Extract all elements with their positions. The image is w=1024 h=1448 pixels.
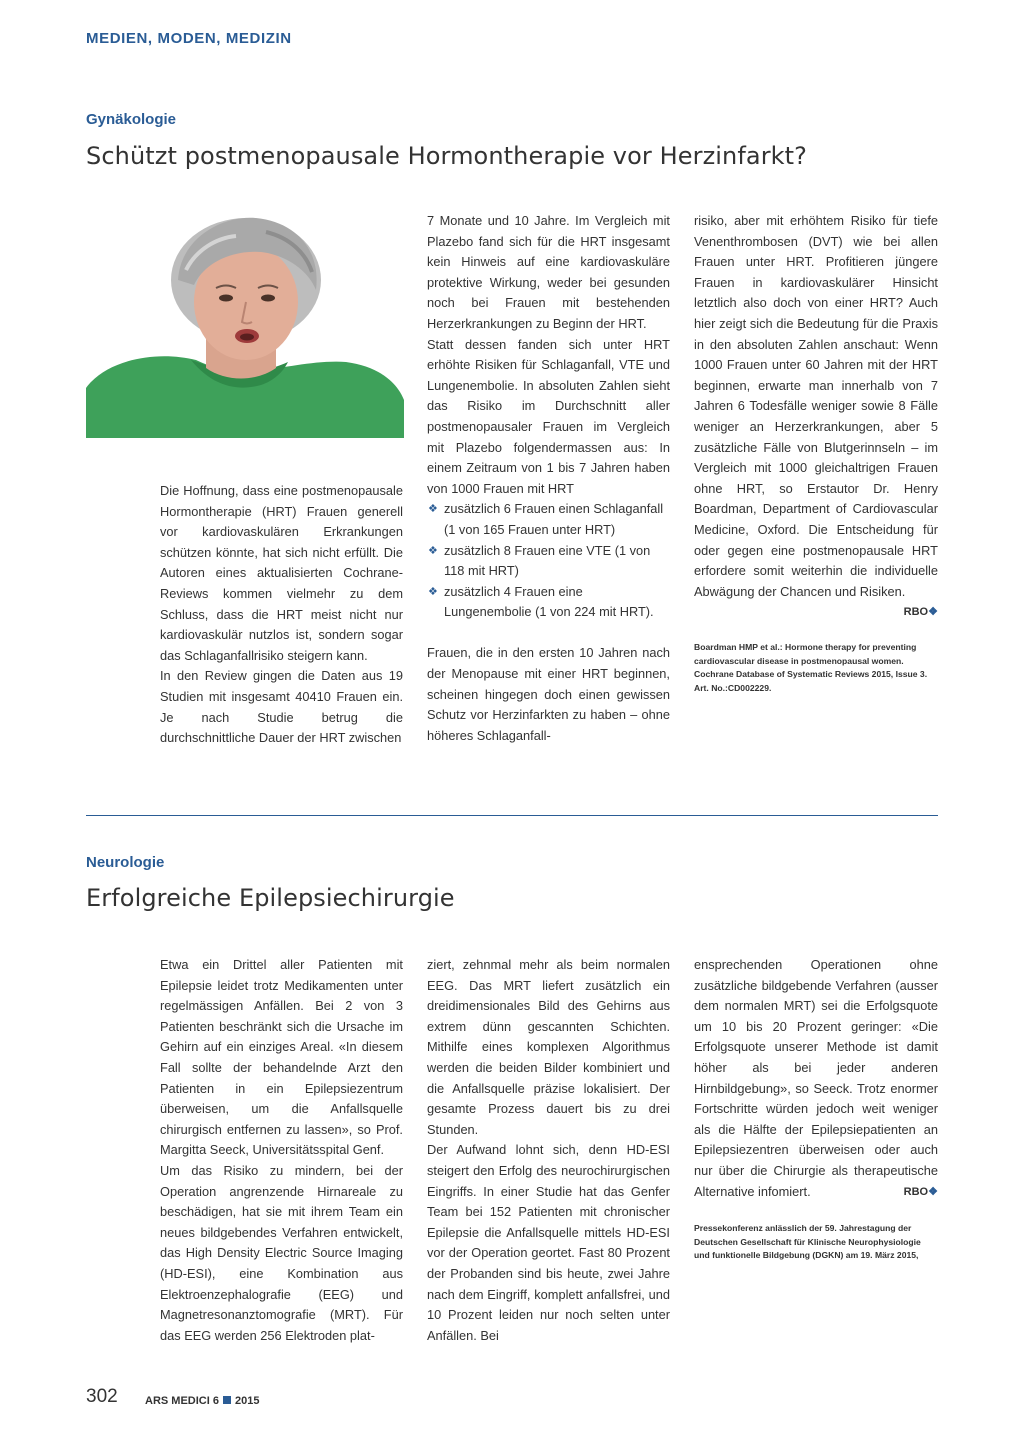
article1-column-3: risiko, aber mit erhöhtem Risiko für tiefe Venenthrombosen (DVT) wie bei allen Frauen unter HRT. Profitieren jüngere Frauen in kardiovaskulärer Hinsicht letztlich also doch von einer HRT? Auch hier zeigt sich die Bedeutung für die Praxis in den absoluten Zahlen anschaut: Wenn 1000 Frauen unter 60 Jahren mit der HRT beginnen, erwarte man innerhalb von 7 Jahren 6 Todesfälle weniger sowie 8 Fälle weniger an Herzerkrankungen, aber 5 zusätzliche Fälle von Blutgerinnseln – im Vergleich mit 1000 gleichaltrigen Frauen ohne HRT, so Erstautor Dr. Henry Boardman, Department of Cardiovascular Medicine, Oxford. Die Entscheidung für oder gegen eine postmenopausale HRT erfordere somit weiterhin die individuelle Abwägung der Chancen und Risiken. RBO❖ [694,211,938,623]
article2-kicker: Neurologie [86,854,165,871]
article2-column-3: ensprechenden Operationen ohne zusätzliche bildgebende Verfahren (ausser dem normalen MRT) sei die Erfolgsquote um 10 bis 20 Prozent geringer: «Die Erfolgsquote unserer Methode ist damit höher als bei jeder anderen Hirnbildgebung», so Seeck. Trotz enormer Fortschritte würden jedoch weit weniger als die Hälfte der Epilepsiepatienten an Epilepsiezentren überweisen oder auch nur über die Chirurgie als therapeutische Alternative infomiert. RBO❖ [694,955,938,1202]
diamond-bullet-icon: ❖ [428,585,438,598]
article2-column-2: ziert, zehnmal mehr als beim normalen EEG. Das MRT liefert zusätzlich ein dreidimensionales Bild des Gehirns aus extrem dünn gescannten Schichten. Mithilfe eines komplexen Algorithmus werden die beiden Bilder kombiniert und die Anfallsquelle präzise lokalisiert. Der gesamte Prozess dauert bis zu drei Stunden. Der Aufwand lohnt sich, denn HD-ESI steigert den Erfolg des neurochirurgischen Eingriffs. In einer Studie hat das Genfer Team bei 152 Patienten mit chronischer Epilepsie die Anfallsquelle mittels HD-ESI vor der Operation geortet. Fast 80 Prozent der Probanden sind bis heute, zwei Jahre nach dem Eingriff, komplett anfallsfrei, und 10 Prozent leiden nur noch selten unter Anfällen. Bei [427,957,670,1343]
article1-column-1: Die Hoffnung, dass eine postmenopausale Hormontherapie (HRT) Frauen generell vor kardiovaskulären Erkrankungen schützen könnte, hat sich nicht erfüllt. Die Autoren eines aktualisierten Cochrane-Reviews kommen vielmehr zu dem Schluss, dass die HRT meist nicht nur kardiovaskulär nutzlos ist, sondern sogar das Schlaganfallrisiko steigern kann. In den Review gingen die Daten aus 19 Studien mit insgesamt 40410 Frauen ein. Je nach Studie betrug die durchschnittliche Dauer der HRT zwischen [160,483,403,746]
section-divider [86,815,938,816]
article2-reference: Pressekonferenz anlässlich der 59. Jahrestagung der Deutschen Gesellschaft für Klinische Neurophysiologie und funktionelle Bildgebung (DGKN) am 19. März 2015, [694,1223,921,1261]
list-item: ❖ zusätzlich 4 Frauen eine Lungenembolie (1 von 224 mit HRT). [428,583,654,620]
signature: RBO❖ [903,606,938,619]
page-number: 302 [86,1386,118,1407]
section-header: MEDIEN, MODEN, MEDIZIN [86,30,292,47]
article1-title: Schützt postmenopausale Hormontherapie vor Herzinfarkt? [86,142,808,170]
list-item: ❖ zusätzlich 6 Frauen einen Schlaganfall (1 von 165 Frauen unter HRT) [428,501,664,537]
list-item: ❖ zusätzlich 8 Frauen eine VTE (1 von 118 mit HRT) [428,542,651,579]
article2-column-1: Etwa ein Drittel aller Patienten mit Epilepsie leidet trotz Medikamenten unter regelmässigen Anfällen. Bei 2 von 3 Patienten beschränkt sich die Ursache im Gehirn auf ein einziges Areal. «In diesem Fall sollte der behandelnde Arzt den Patienten in ein Epilepsiezentrum überweisen, um die Anfallsquelle chirurgisch entfernen zu lassen», so Prof. Margitta Seeck, Universitätsspital Genf. Um das Risiko zu mindern, bei der Operation angrenzende Hirnareale zu beschädigen, hat sie mit ihrem Team ein neues bildgebendes Verfahren entwickelt, das High Density Electric Source Imaging (HD-ESI), eine Kombination aus Elektroenzephalografie (EEG) und Magnetresonanztomografie (MRT). Für das EEG werden 256 Elektroden plat- [160,957,403,1343]
article1-kicker: Gynäkologie [86,111,177,128]
diamond-bullet-icon: ❖ [428,503,438,516]
square-icon [223,1396,231,1404]
article1-reference: Boardman HMP et al.: Hormone therapy for preventing cardiovascular disease in postmenopausal women. Cochrane Database of Systematic Reviews 2015, Issue 3. Art. No.:CD002229. [694,642,928,693]
diamond-mark-icon: ❖ [928,1185,938,1198]
diamond-bullet-icon: ❖ [428,544,438,557]
woman-portrait-photo [86,210,404,438]
magazine-info: ARS MEDICI 6 2015 [145,1395,260,1407]
article2-title: Erfolgreiche Epilepsiechirurgie [86,884,455,912]
diamond-mark-icon: ❖ [928,606,938,619]
signature: RBO❖ [903,1185,938,1198]
article1-column-2: 7 Monate und 10 Jahre. Im Vergleich mit Plazebo fand sich für die HRT insgesamt kein Hinweis auf eine kardiovaskuläre protektive Wirkung, weder bei gesunden noch bei Frauen mit bestehenden Herzerkrankungen zu Beginn der HRT. Statt dessen fanden sich unter HRT erhöhte Risiken für Schlaganfall, VTE und Lungenembolie. In absoluten Zahlen sieht das Risiko im Durchschnitt aller postmenopausaler Frauen im Vergleich mit Plazebo folgendermassen aus: In einem Zeitraum von 1 bis 7 Jahren haben von 1000 Frauen mit HRT ❖ zusätzlich 6 Frauen einen Schlaganfall (1 von 165 Frauen unter HRT) ❖ zusätzlich 8 Frauen eine VTE (1 von 118 mit HRT) ❖ zusätzlich 4 Frauen eine Lungenembolie (1 von 224 mit HRT). Frauen, die in den ersten 10 Jahren nach der Menopause mit einer HRT beginnen, scheinen hingegen doch einen gewissen Schutz vor Herzinfarkten zu haben – ohne höheres Schlaganfall- [427,213,670,743]
